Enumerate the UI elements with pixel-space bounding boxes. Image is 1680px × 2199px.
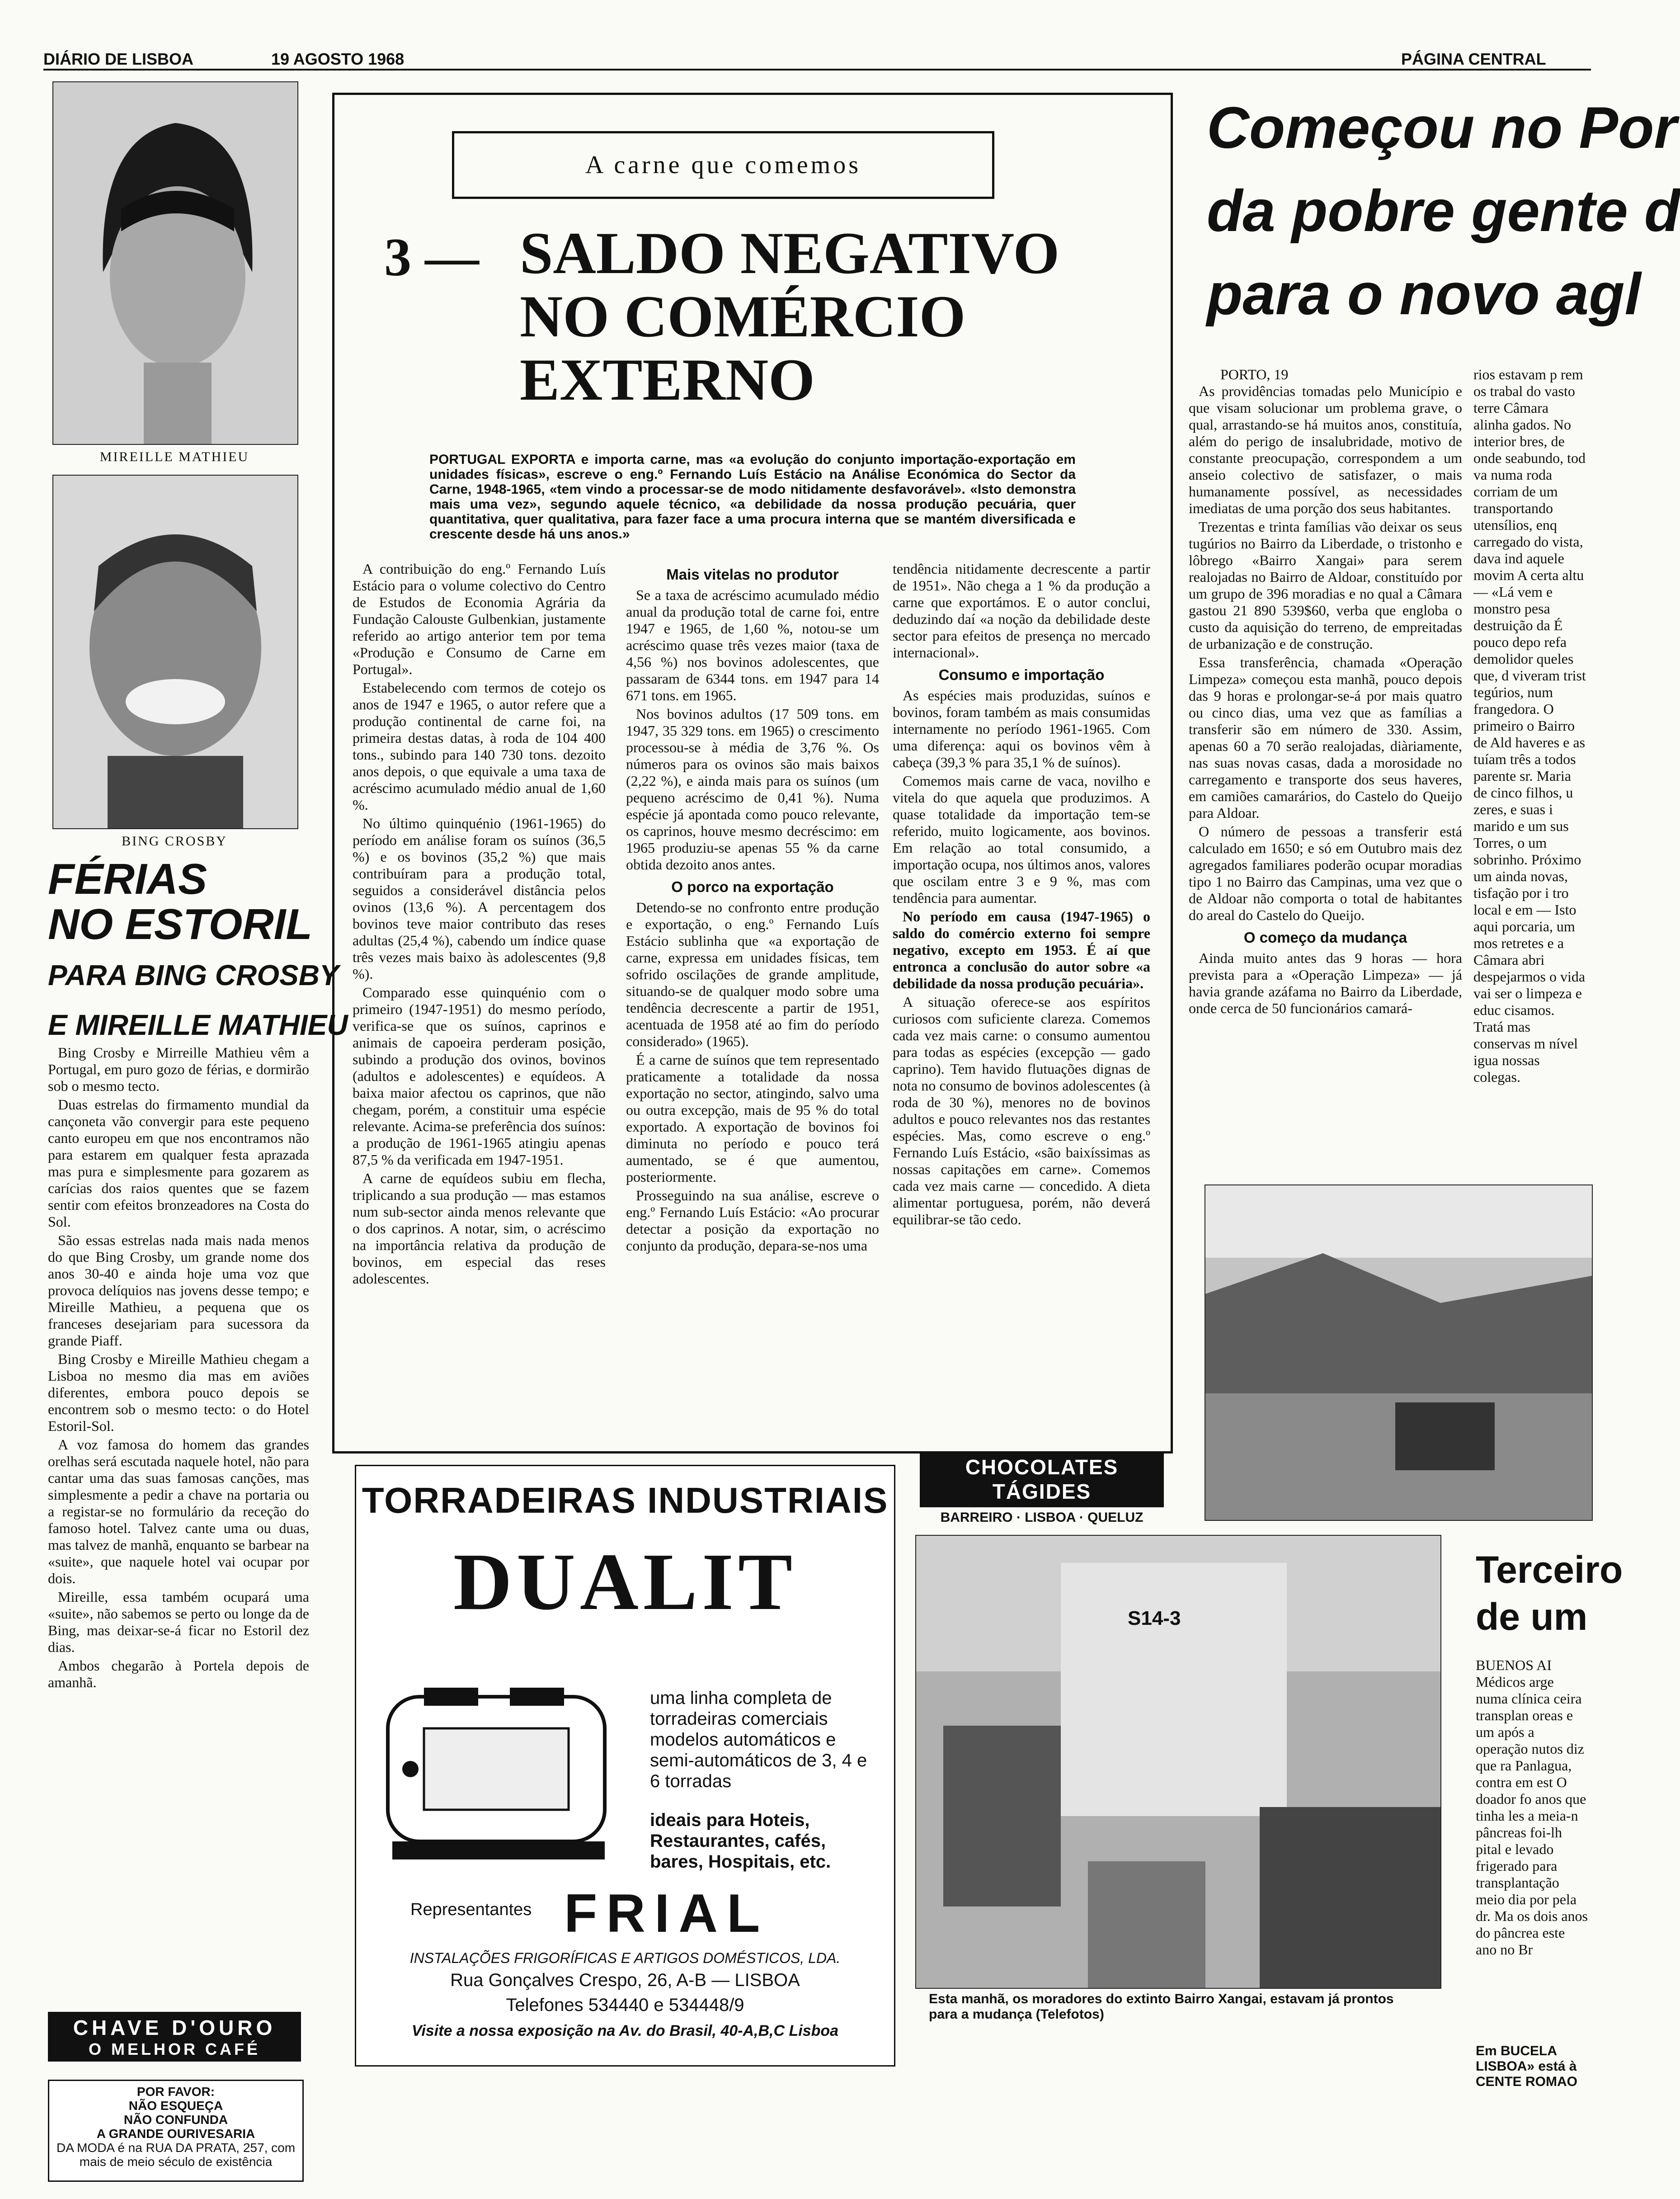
article-paragraph: Mireille, essa também ocupará uma «suite», não sabemos se perto ou longe da de Bing, mas deixar-se-á ficar no Estoril dez dias. — [48, 1589, 309, 1655]
issue-date: 19 AGOSTO 1968 — [271, 50, 405, 68]
newspaper-name: DIÁRIO DE LISBOA — [43, 50, 194, 68]
article-paragraph: Ambos chegarão à Portela depois de amanhã. — [48, 1657, 309, 1690]
article-paragraph: No período em causa (1947-1965) o saldo do comércio externo foi sempre negativo, excepto em 1953. É aí que entronca a conclusão do autor sobre «a debilidade da nossa produção pecuária». — [893, 908, 1150, 991]
article-paragraph: As espécies mais produzidas, suínos e bovinos, foram também as mais consumidas internamente no período 1961-1965. Com uma diferença: aqui os bovinos vêm à cabeça (39,3 % para 35,1 % de suínos). — [893, 687, 1150, 770]
ad-ourivesaria-line: NÃO ESQUEÇA — [128, 2099, 223, 2113]
article-paragraph: Comemos mais carne de vaca, novilho e vitela do que aquela que produzimos. A quase totalidade da importação tem-se referido, muito logicamente, aos bovinos. Em relação ao total consumido, a importação ocupa, nos últimos anos, valores que oscilam entre 3 e 9 %, mas com tendência para aumentar. — [893, 773, 1150, 906]
kicker-text: A carne que comemos — [585, 151, 861, 179]
article-title-line: NO COMÉRCIO — [520, 283, 966, 349]
ad-ourivesaria-line: A GRANDE OURIVESARIA — [96, 2127, 255, 2141]
transplant-headline-line: de um — [1476, 1595, 1588, 1638]
header-rule — [43, 69, 1591, 71]
ad-torradeiras-title: TORRADEIRAS INDUSTRIAIS — [362, 1480, 889, 1520]
ad-phones: Telefones 534440 e 534448/9 — [506, 1995, 744, 2015]
article-paragraph: Nos bovinos adultos (17 509 tons. em 1947, 35 329 tons. em 1965) o crescimento processou-se à média de 3,76 %. Os números para os ovinos são mais baixos (2,22 %), e ainda mais para os suínos (um pequeno acréscimo de 0,41 %). Numa espécie já apontada como pouco relevante, os caprinos, houve mesmo decréscimo: em 1965 produziu-se apenas 55 % da carne obtida dezoito anos antes. — [626, 706, 879, 873]
subheading-porco: O porco na exportação — [671, 878, 834, 895]
article-title-line: SALDO NEGATIVO — [520, 220, 1060, 286]
porto-headline-line: Começou no Por — [1207, 94, 1677, 160]
photo-sign: S14-3 — [1128, 1607, 1181, 1629]
porto-headline-line: para o novo agl — [1207, 261, 1641, 327]
bottom-teaser — [1476, 2043, 1591, 2090]
article-paragraph: No último quinquénio (1961-1965) do período em análise foram os suínos (36,5 %) e os bovinos (35,2 %) que mais contribuíram para a produção total, seguidos a considerável distância pelos ovinos (13,6 %). A percentagem dos bovinos teve maior contributo das reses adultas (25,4 %), cabendo um índice quase três vezes mais baixo às adolescentes (9,8 %). — [353, 815, 606, 982]
transplant-article: BUENOS AI Médicos arge numa clínica ceira transplan oreas e um após a operação nutos diz que ra Panlagua, contra em est O doador fo anos que tinha les a meia-n pâncreas foi-lh pital e levado frigerado para transplantação meio dia por pela dr. Ma os dois anos do pâncrea este ano no Br — [1476, 1657, 1588, 1958]
article-paragraph: Essa transferência, chamada «Operação Limpeza» começou esta manhã, pouco depois das 9 horas e prolongar-se-á por mais quatro ou cinco dias, uma vez que as famílias a transferir são em número de 330. Assim, apenas 60 a 70 serão realojadas, diàriamente, nas suas novas casas, dada a morosidade no carregamento e transporte dos seus haveres, em camiões camarários, do Castelo do Queijo para Aldoar. — [1189, 654, 1462, 821]
ad-ourivesaria-line: POR FAVOR: — [136, 2085, 215, 2099]
headline-mireille: E MIREILLE MATHIEU — [48, 1009, 348, 1041]
article-paragraph: Trezentas e trinta famílias vão deixar os seus tugúrios no Bairro da Liberdade, o tristonho e lôbrego «Bairro Xangai» para serem realojadas no Bairro de Aldoar, constituído por um grupo de 396 moradias e no qual a Câmara gastou 21 890 539$60, verba que engloba o custo da aquisição do terreno, de empreitadas de urbanização e de construção. — [1189, 519, 1462, 652]
ad-torradeiras — [355, 1465, 895, 2067]
ad-torradeiras-desc: uma linha completa de torradeiras comerciais modelos automáticos e semi-automáticos de 3, 4 e 6 torradas — [650, 1688, 867, 1791]
photo-caption-mireille: MIREILLE MATHIEU — [99, 449, 249, 464]
article-paragraph: Bing Crosby e Mirreille Mathieu vêm a Portugal, em puro gozo de férias, e dormirão sob o mesmo tecto. — [48, 1044, 309, 1094]
subheading-vitelas: Mais vitelas no produtor — [666, 566, 839, 583]
ad-chave-line1: CHAVE D'OURO — [73, 2016, 276, 2039]
article-paragraph: tendência nitidamente decrescente a partir de 1951». Não chega a 1 % da produção a carne que exportámos. E o autor conclui, deduzindo daí «a noção da debilidade deste sector para efeitos de presença no mercado internacional». — [893, 561, 1150, 661]
article-title-line: EXTERNO — [520, 346, 815, 413]
porto-headline-line: da pobre gente d — [1207, 178, 1680, 244]
article-paragraph: As providências tomadas pelo Município e que visam solucionar um problema grave, o qual, arrastando-se há muitos anos, constituía, além do perigo de insalubridade, motivo de constante preocupação, correspondem a um anseio colectivo de satisfazer, o mais humanamente possível, as necessidades imediatas de uma porção dos seus habitantes. — [1189, 383, 1462, 516]
article-title — [520, 222, 1059, 411]
headline-estoril: NO ESTORIL — [48, 900, 312, 948]
headline-bing: PARA BING CROSBY — [48, 959, 339, 991]
ad-ourivesaria — [48, 2080, 304, 2182]
porto-article-col1 — [1189, 366, 1462, 1019]
ad-torradeiras-uses: ideais para Hoteis, Restaurantes, cafés, bares, Hospitais, etc. — [650, 1810, 831, 1872]
article-paragraph: Bing Crosby e Mireille Mathieu chegam a Lisboa no mesmo dia mas em aviões diferentes, embora pouco depois se encontrem sob o mesmo tecto: o do Hotel Estoril-Sol. — [48, 1351, 309, 1434]
meat-article-col1 — [353, 561, 606, 1289]
article-paragraph: A carne de equídeos subiu em flecha, triplicando a sua produção — mas estamos num sub-sector ainda menos relevante que o dos caprinos. A notar, sim, o acréscimo na importância relativa da produção de bovinos, em especial das reses adolescentes. — [353, 1170, 606, 1287]
kicker-box — [452, 131, 994, 199]
article-paragraph: Detendo-se no confronto entre produção e exportação, o eng.º Fernando Luís Estácio sublinha que «a exportação de carne, expressa em unidades físicas, tem sofrido oscilações de grande amplitude, situando-se de qualquer modo sobre uma tendência decrescente a partir de 1951, acentuada de 1958 até ao fim do período considerado» (1965). — [626, 899, 879, 1049]
portrait-photo-mireille — [52, 81, 298, 445]
porto-dateline: PORTO, 19 — [1220, 366, 1289, 382]
subheading-consumo: Consumo e importação — [938, 666, 1105, 683]
meat-article-col2 — [626, 561, 879, 1256]
bottom-teaser-line: CENTE ROMAO — [1476, 2074, 1577, 2089]
transplant-headline-line: Terceiro — [1476, 1548, 1623, 1591]
ad-chocolates-places: BARREIRO · LISBOA · QUELUZ — [940, 1510, 1144, 1525]
article-paragraph: A situação oferece-se aos espíritos curiosos com suficiente clareza. Comemos cada vez mais carne: o consumo aumentou para todas as espécies (excepção — gado caprino). Tem havido flutuações dignas de nota no consumo de bovinos adolescentes (à roda de 30 %), menores no de bovinos adultos e pouco relevantes nos das restantes espécies. Mas, como escreve o eng.º Fernando Luís Estácio, «são baixíssimas as nossas capitações em carne». Comemos cada vez mais carne — concedido. A dieta alimentar portuguesa, porém, não deverá equilibrar-se tão cedo. — [893, 994, 1150, 1227]
article-paragraph: Ainda muito antes das 9 horas — hora prevista para a «Operação Limpeza» — já havia grande azáfama no Bairro da Liberdade, onde cerca de 50 funcionários camará- — [1189, 950, 1462, 1016]
article-title-number: 3 — — [384, 227, 479, 287]
article-paragraph: Estabelecendo com termos de cotejo os anos de 1947 e 1965, o autor refere que a produção continental de carne foi, na primeira destas datas, à roda de 104 400 tons., subindo para 140 730 tons. dezoito anos depois, o que equivale a uma taxa de acréscimo acumulado médio anual de 1,60 %. — [353, 680, 606, 813]
article-ferias-body — [48, 1044, 309, 1693]
article-paragraph: A contribuição do eng.º Fernando Luís Estácio para o volume colectivo do Centro de Estudos de Economia Agrária da Fundação Calouste Gulbenkian, justamente referido ao artigo anterior tem por tema «Produção e Consumo de Carne em Portugal». — [353, 561, 606, 677]
article-paragraph: Comparado esse quinquénio com o primeiro (1947-1951) do mesmo período, verifica-se que os suínos, caprinos e animais de capoeira perderam posição, subindo a produção dos ovinos, bovinos (adultos e adolescentes) e equídeos. A baixa maior afectou os caprinos, que não chegam, porém, a constituir uma espécie relevante. Acima-se preferência dos suínos: a produção de 1961-1965 atingiu apenas 87,5 % da verificada em 1947-1951. — [353, 984, 606, 1168]
ad-visit: Visite a nossa exposição na Av. do Brasil, 40-A,B,C Lisboa — [411, 2022, 839, 2039]
ad-chave-line2: O MELHOR CAFÉ — [89, 2040, 260, 2058]
porto-headline — [1207, 86, 1680, 335]
article-paragraph: São essas estrelas nada mais nada menos do que Bing Crosby, um grande nome dos anos 30-40 e ainda hoje uma voz que provoca delíquios nas jovens desse tempo; e Mireille Mathieu, a pequena que os franceses desejariam para sucessora da grande Piaff. — [48, 1232, 309, 1349]
ad-chave-douro — [48, 2012, 301, 2062]
headline-ferias: FÉRIAS — [48, 855, 207, 903]
meat-article-col3 — [893, 561, 1150, 1230]
bottom-teaser-line: LISBOA» está à — [1476, 2059, 1577, 2074]
section-label: PÁGINA CENTRAL — [1401, 50, 1546, 68]
article-paragraph: É a carne de suínos que tem representado praticamente a totalidade da nossa exportação no sector, atingindo, salvo uma ou outra excepção, mais de 95 % do total exportado. A exportação de bovinos foi diminuta no período e pouco terá aumentado, se é que aumentou, posteriormente. — [626, 1052, 879, 1185]
subheading-mudanca: O começo da mudança — [1243, 929, 1407, 946]
ad-company: INSTALAÇÕES FRIGORÍFICAS E ARTIGOS DOMÉSTICOS, LDA. — [409, 1950, 841, 1966]
ad-chocolates-title: CHOCOLATES TÁGIDES — [920, 1451, 1164, 1507]
article-paragraph: A voz famosa do homem das grandes orelhas será escutada naquele hotel, não para cantar uma das suas famosas canções, mas simplesmente a pedir a chave na portaria ou a registar-se no formulário da receção do famoso hotel. Talvez cante uma ou duas, mas talvez de manhã, enquanto se barbear na «suite», que naquele hotel vai ocupar por dois. — [48, 1436, 309, 1586]
ad-chocolates — [920, 1451, 1164, 1525]
article-paragraph: Duas estrelas do firmamento mundial da cançoneta vão convergir para este pequeno canto europeu em que nos encontramos não para estarem em qualquer festa aprazada mas pura e simplesmente para gozarem as carícias dos raios quentes que se fazem sentir com efeitos bronzeadores na Costa do Sol. — [48, 1096, 309, 1230]
ad-ourivesaria-line: NÃO CONFUNDA — [123, 2113, 228, 2127]
photo-caption-bing: BING CROSBY — [122, 834, 227, 849]
portrait-photo-bing — [52, 475, 298, 829]
toaster-illustration — [374, 1670, 627, 1873]
photo-caption-bairro: Esta manhã, os moradores do extinto Bairro Xangai, estavam já prontos para a mudança (Telefotos) — [929, 1991, 1394, 2022]
porto-article-col2: rios estavam p rem os trabal do vasto terre Câmara alinha gados. No interior bres, de onde seabundo, tod va numa roda corriam de um transportando utensílios, enq carregado do vista, dava ind aquele movim A certa altu — «Lá vem e monstro pesa destruição da É pouco depo refa demolidor queles que, d viveram trist tegúrios, num frangedora. O primeiro o Bairro de Ald haveres e as tuíam três a todos parente sr. Maria de cinco filhos, u zeres, e suas i marido e um sus Torres, o um sobrinho. Próximo um ainda novas, tisfação por i tro local e em — Isto aqui porcaria, um mos retretes e a Câmara abri despejarmos o vida vai ser o limpeza e educ cisamos. Tratá mas conservas m nível igua nossas colegas. — [1473, 366, 1586, 1085]
photo-bairro-xangai — [915, 1535, 1441, 1989]
bottom-teaser-line: Em BUCELA — [1476, 2043, 1558, 2058]
photo-demolition — [1205, 1184, 1593, 1521]
ad-frial-logo: FRIAL — [564, 1883, 769, 1944]
transplant-headline — [1476, 1546, 1623, 1640]
ad-address: Rua Gonçalves Crespo, 26, A-B — LISBOA — [450, 1970, 800, 1990]
article-paragraph: Se a taxa de acréscimo acumulado médio anual da produção total de carne foi, entre 1947 e 1965, de 1,60 %, notou-se um acréscimo quase três vezes maior (taxa de 4,56 %) nos bovinos adolescentes, que passaram de 6344 tons. em 1947 para 14 671 tons. em 1965. — [626, 587, 879, 703]
article-lead: PORTUGAL EXPORTA e importa carne, mas «a evolução do conjunto importação-exportação em unidades físicas», escreve o eng.º Fernando Luís Estácio na Análise Económica do Sector da Carne, 1948-1965, «tem vindo a processar-se de modo nitidamente desfavorável». «Isto demonstra mais uma vez», segundo aquele técnico, «a debilidade da nossa produção pecuária, quer quantitativa, quer qualitativa, para fazer face a uma procura interna que se mantém diversificada e crescente desde há uns anos.» — [429, 452, 1076, 542]
ad-ourivesaria-line: DA MODA é na RUA DA PRATA, 257, com mais de meio século de existência — [56, 2141, 296, 2169]
article-paragraph: O número de pessoas a transferir está calculado em 1650; e só em Outubro mais dez agregados familiares poderão ocupar moradias tipo 1 no Bairro das Campinas, uma vez que o de Aldoar não comporta o total de habitantes do areal do Castelo do Queijo. — [1189, 823, 1462, 923]
article-paragraph: Prosseguindo na sua análise, escreve o eng.º Fernando Luís Estácio: «Ao procurar detectar a posição da exportação no conjunto da produção, depara-se-nos uma — [626, 1187, 879, 1254]
ad-representantes: Representantes — [410, 1900, 532, 1919]
ad-dualit-logo: DUALIT — [453, 1537, 797, 1627]
